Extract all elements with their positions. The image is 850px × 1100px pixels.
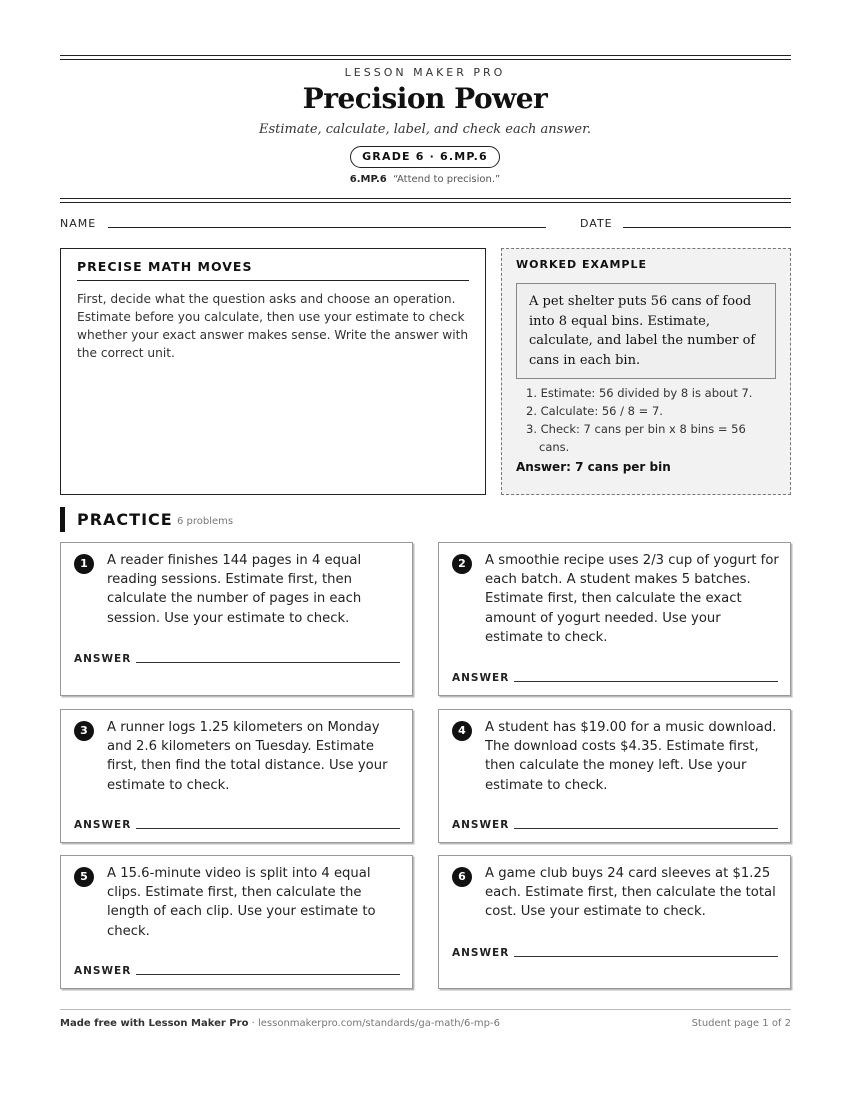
footer-rule xyxy=(60,1009,791,1010)
date-label: DATE xyxy=(580,217,613,230)
header-rule-bottom-thin xyxy=(60,202,791,203)
standard-line xyxy=(0,174,850,185)
date-field[interactable] xyxy=(623,227,791,228)
problem-number-badge: 5 xyxy=(74,867,94,887)
problem-card-1 xyxy=(60,542,413,696)
problem-number-badge: 4 xyxy=(452,721,472,741)
worked-example-step: 2. Calculate: 56 / 8 = 7. xyxy=(526,404,663,418)
problem-card-2 xyxy=(438,542,791,696)
name-label: NAME xyxy=(60,217,97,230)
answer-field[interactable] xyxy=(136,828,400,829)
problem-number-badge: 1 xyxy=(74,554,94,574)
standard-quote: “Attend to precision.” xyxy=(393,174,501,185)
answer-label: ANSWER xyxy=(74,819,132,831)
footer-brand: Made free with Lesson Maker Pro xyxy=(60,1018,249,1029)
worked-example-step: 3. Check: 7 cans per bin x 8 bins = 56 cans. xyxy=(526,422,746,454)
answer-field[interactable] xyxy=(136,974,400,975)
problem-card-4 xyxy=(438,709,791,843)
answer-field[interactable] xyxy=(514,956,778,957)
math-moves-box xyxy=(60,248,486,495)
problem-number-badge: 2 xyxy=(452,554,472,574)
practice-title: PRACTICE xyxy=(77,510,173,529)
answer-label: ANSWER xyxy=(74,965,132,977)
problem-text: A student has $19.00 for a music download. The download costs $4.35. Estimate first, then calculate the money left. Use your estimate to check. xyxy=(485,720,777,793)
problem-text: A smoothie recipe uses 2/3 cup of yogurt for each batch. A student makes 5 batches. Estimate first, then calculate the exact amount of yogurt needed. Use your estimate to check. xyxy=(485,553,779,645)
problem-card-3 xyxy=(60,709,413,843)
footer-link[interactable]: · lessonmakerpro.com/standards/ga-math/6-mp-6 xyxy=(248,1018,500,1029)
answer-label: ANSWER xyxy=(452,672,510,684)
header-rule-top-thin xyxy=(60,59,791,60)
problem-card-5 xyxy=(60,855,413,989)
worked-example-step: 1. Estimate: 56 divided by 8 is about 7. xyxy=(526,386,753,400)
worked-example-steps xyxy=(516,384,776,456)
problem-text: A 15.6-minute video is split into 4 equal clips. Estimate first, then calculate the length of each clip. Use your estimate to check. xyxy=(107,866,376,939)
answer-label: ANSWER xyxy=(74,653,132,665)
standard-code: 6.MP.6 xyxy=(349,174,387,185)
problem-card-6 xyxy=(438,855,791,989)
page-subtitle: Estimate, calculate, label, and check each answer. xyxy=(258,122,592,137)
footer-credit xyxy=(60,1018,500,1029)
answer-label: ANSWER xyxy=(452,947,510,959)
worked-example-prompt: A pet shelter puts 56 cans of food into 8 equal bins. Estimate, calculate, and label the number of cans in each bin. xyxy=(516,283,776,379)
answer-label: ANSWER xyxy=(452,819,510,831)
page-indicator: Student page 1 of 2 xyxy=(691,1018,791,1029)
practice-count: 6 problems xyxy=(177,516,234,527)
problem-number-badge: 3 xyxy=(74,721,94,741)
worked-example-title: WORKED EXAMPLE xyxy=(516,258,647,271)
name-field[interactable] xyxy=(108,227,546,228)
problem-number-badge: 6 xyxy=(452,867,472,887)
answer-field[interactable] xyxy=(136,662,400,663)
problem-text: A runner logs 1.25 kilometers on Monday and 2.6 kilometers on Tuesday. Estimate first, then find the total distance. Use your estimate to check. xyxy=(107,720,388,793)
problem-text: A game club buys 24 card sleeves at $1.25 each. Estimate first, then calculate the total cost. Use your estimate to check. xyxy=(485,866,776,920)
worked-example-box xyxy=(501,248,791,495)
grade-badge: GRADE 6 · 6.MP.6 xyxy=(350,146,500,168)
header-rule-top xyxy=(60,55,791,56)
practice-accent-bar xyxy=(60,507,65,532)
header-rule-bottom xyxy=(60,198,791,199)
answer-field[interactable] xyxy=(514,681,778,682)
problem-text: A reader finishes 144 pages in 4 equal reading sessions. Estimate first, then calculate the number of pages in each session. Use your estimate to check. xyxy=(107,553,362,626)
answer-field[interactable] xyxy=(514,828,778,829)
worked-example-answer: Answer: 7 cans per bin xyxy=(516,460,671,474)
math-moves-title: PRECISE MATH MOVES xyxy=(77,259,469,281)
page-title: Precision Power xyxy=(302,82,548,115)
math-moves-text: First, decide what the question asks and choose an operation. Estimate before you calculate, then use your estimate to check whether your exact answer makes sense. Write the answer with the correct unit. xyxy=(77,292,469,360)
brand-name: LESSON MAKER PRO xyxy=(344,66,506,79)
